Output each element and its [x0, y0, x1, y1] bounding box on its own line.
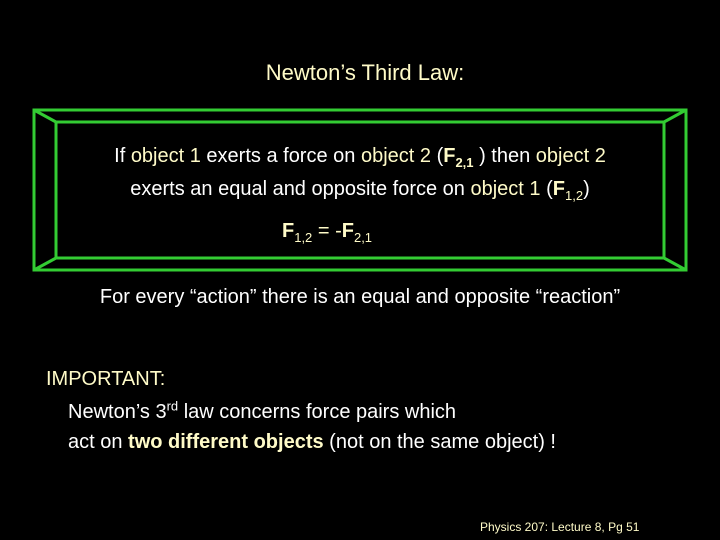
- note-text: (not on the same object) !: [323, 431, 556, 453]
- note-text: Newton’s 3: [68, 401, 167, 423]
- important-label: IMPORTANT:: [46, 368, 166, 390]
- force-f12: [552, 178, 584, 203]
- force-symbol: F: [341, 220, 354, 242]
- slide-footer: Physics 207: Lecture 8, Pg 51: [480, 520, 640, 534]
- law-text: ): [583, 178, 590, 200]
- note-text: law concerns force pairs which: [178, 401, 457, 423]
- force-symbol: F: [552, 178, 565, 200]
- important-note: [68, 397, 556, 457]
- force-f21: [443, 145, 474, 170]
- object-1-term: object 1: [130, 145, 201, 167]
- law-text: (: [431, 145, 444, 167]
- force-subscript: 1,2: [564, 188, 584, 203]
- action-reaction-statement: For every “action” there is an equal and opposite “reaction”: [99, 286, 621, 308]
- law-text: (: [540, 178, 553, 200]
- force-subscript: 2,1: [353, 230, 373, 245]
- law-line-2: [40, 173, 680, 206]
- law-text: ) then: [473, 145, 536, 167]
- slide-title: Newton’s Third Law:: [265, 60, 465, 85]
- force-symbol: F: [282, 220, 295, 242]
- law-text: If: [114, 145, 131, 167]
- equation-operator: = -: [312, 220, 342, 242]
- object-2-term: object 2: [360, 145, 432, 167]
- law-line-1: [40, 140, 680, 173]
- ordinal-superscript: rd: [166, 398, 179, 414]
- force-equation: [282, 220, 372, 243]
- force-symbol: F: [443, 145, 456, 167]
- force-subscript: 2,1: [455, 155, 474, 170]
- object-2-term: object 2: [535, 145, 606, 167]
- note-line-1: [68, 397, 556, 427]
- note-line-2: [68, 427, 556, 457]
- emphasis-two-objects: two different objects: [128, 431, 324, 453]
- law-text: exerts an equal and opposite force on: [130, 178, 471, 200]
- object-1-term: object 1: [470, 178, 541, 200]
- law-text: exerts a force on: [200, 145, 361, 167]
- note-text: act on: [68, 431, 129, 453]
- force-subscript: 1,2: [294, 230, 313, 245]
- law-statement: [40, 140, 680, 206]
